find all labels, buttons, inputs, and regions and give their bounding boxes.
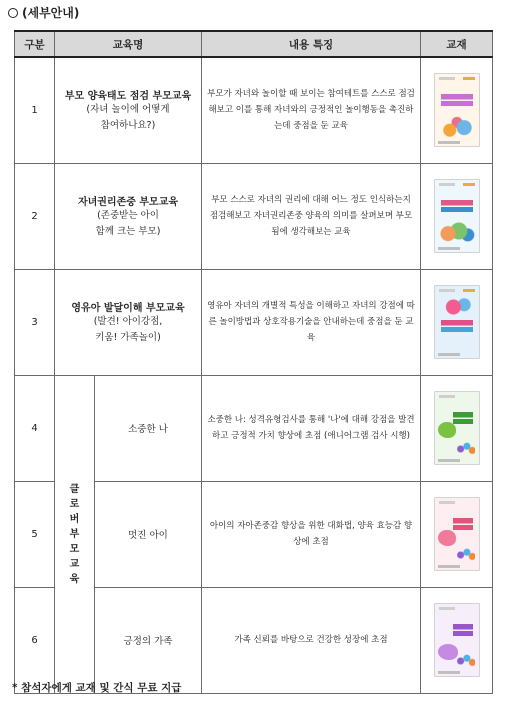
textbook-cell (421, 163, 493, 269)
header-category: 구분 (15, 31, 55, 57)
group-label-char: 버 (69, 513, 80, 525)
section-title-text: (세부안내) (22, 6, 80, 20)
program-title: 부모 양육태도 점검 부모교육 (64, 90, 192, 102)
program-description: 영유아 자녀의 개별적 특성을 이해하고 자녀의 강점에 따른 놀이방법과 상호작용기술을 안내하는데 중점을 둔 교육 (202, 269, 421, 375)
program-name-cell (55, 269, 202, 375)
program-name-cell: 멋진 아이 (95, 481, 202, 587)
program-name-cell (55, 57, 202, 163)
program-name-cell: 소중한 나 (95, 375, 202, 481)
textbook-cell (421, 57, 493, 163)
textbook-cell (421, 587, 493, 693)
program-name-cell (55, 163, 202, 269)
section-title (8, 4, 79, 21)
program-description: 부모 스스로 자녀의 권리에 대해 어느 정도 인식하는지 점검해보고 자녀권리존중 양육의 의미를 살펴보며 부모됨에 생각해보는 교육 (202, 163, 421, 269)
row-number: 4 (15, 375, 55, 481)
program-title: 영유아 발달이해 부모교육 (71, 302, 185, 314)
table-row (15, 375, 493, 481)
program-subtitle-line1: (존중받는 아이 (97, 209, 159, 221)
textbook-cover-4 (434, 391, 480, 465)
program-subtitle-line2: 함께 크는 부모) (95, 225, 161, 237)
program-subtitle-line2: 키움! 가족놀이) (95, 331, 161, 343)
row-number: 6 (15, 587, 55, 693)
group-label-clover (55, 375, 95, 693)
textbook-cell (421, 375, 493, 481)
group-label-char: 모 (69, 543, 80, 555)
row-number: 1 (15, 57, 55, 163)
table-row (15, 163, 493, 269)
table-row (15, 269, 493, 375)
textbook-cover-5 (434, 497, 480, 571)
header-program-name: 교육명 (55, 31, 202, 57)
textbook-cover-1 (434, 73, 480, 147)
row-number: 5 (15, 481, 55, 587)
program-name-cell: 긍정의 가족 (95, 587, 202, 693)
table-header-row (15, 31, 493, 57)
program-table (14, 30, 493, 694)
textbook-cover-2 (434, 179, 480, 253)
textbook-cell (421, 481, 493, 587)
textbook-cover-3 (434, 285, 480, 359)
program-description: 소중한 나: 성격유형검사를 통해 '나'에 대해 강점을 발견하고 긍정적 가치 향상에 초점 (애니어그램 검사 시행) (202, 375, 421, 481)
group-label-char: 육 (69, 573, 80, 585)
group-label-char: 교 (69, 558, 80, 570)
group-label-char: 로 (69, 498, 80, 510)
program-title: 자녀권리존중 부모교육 (77, 196, 179, 208)
header-content: 내용 특징 (202, 31, 421, 57)
program-subtitle-line2: 참여하나요?) (100, 119, 156, 131)
group-label-char: 클 (69, 483, 80, 495)
textbook-cover-6 (434, 603, 480, 677)
header-textbook: 교재 (421, 31, 493, 57)
circle-bullet-icon (8, 8, 18, 18)
row-number: 3 (15, 269, 55, 375)
program-description: 아이의 자아존중감 향상을 위한 대화법, 양육 효능감 향상에 초점 (202, 481, 421, 587)
table-row (15, 57, 493, 163)
textbook-cell (421, 269, 493, 375)
program-subtitle-line1: (발견! 아이강점, (93, 315, 163, 327)
program-description: 가족 신뢰를 바탕으로 건강한 성장에 초점 (202, 587, 421, 693)
program-description: 부모가 자녀와 놀이할 때 보이는 참여테트를 스스로 점검해보고 이를 통해 자녀와의 긍정적인 놀이행동을 촉진하는데 중점을 둔 교육 (202, 57, 421, 163)
footnote: * 참석자에게 교재 및 간식 무료 지급 (12, 682, 182, 694)
row-number: 2 (15, 163, 55, 269)
group-label-char: 부 (69, 528, 80, 540)
program-subtitle-line1: (자녀 놀이에 어떻게 (86, 103, 170, 115)
